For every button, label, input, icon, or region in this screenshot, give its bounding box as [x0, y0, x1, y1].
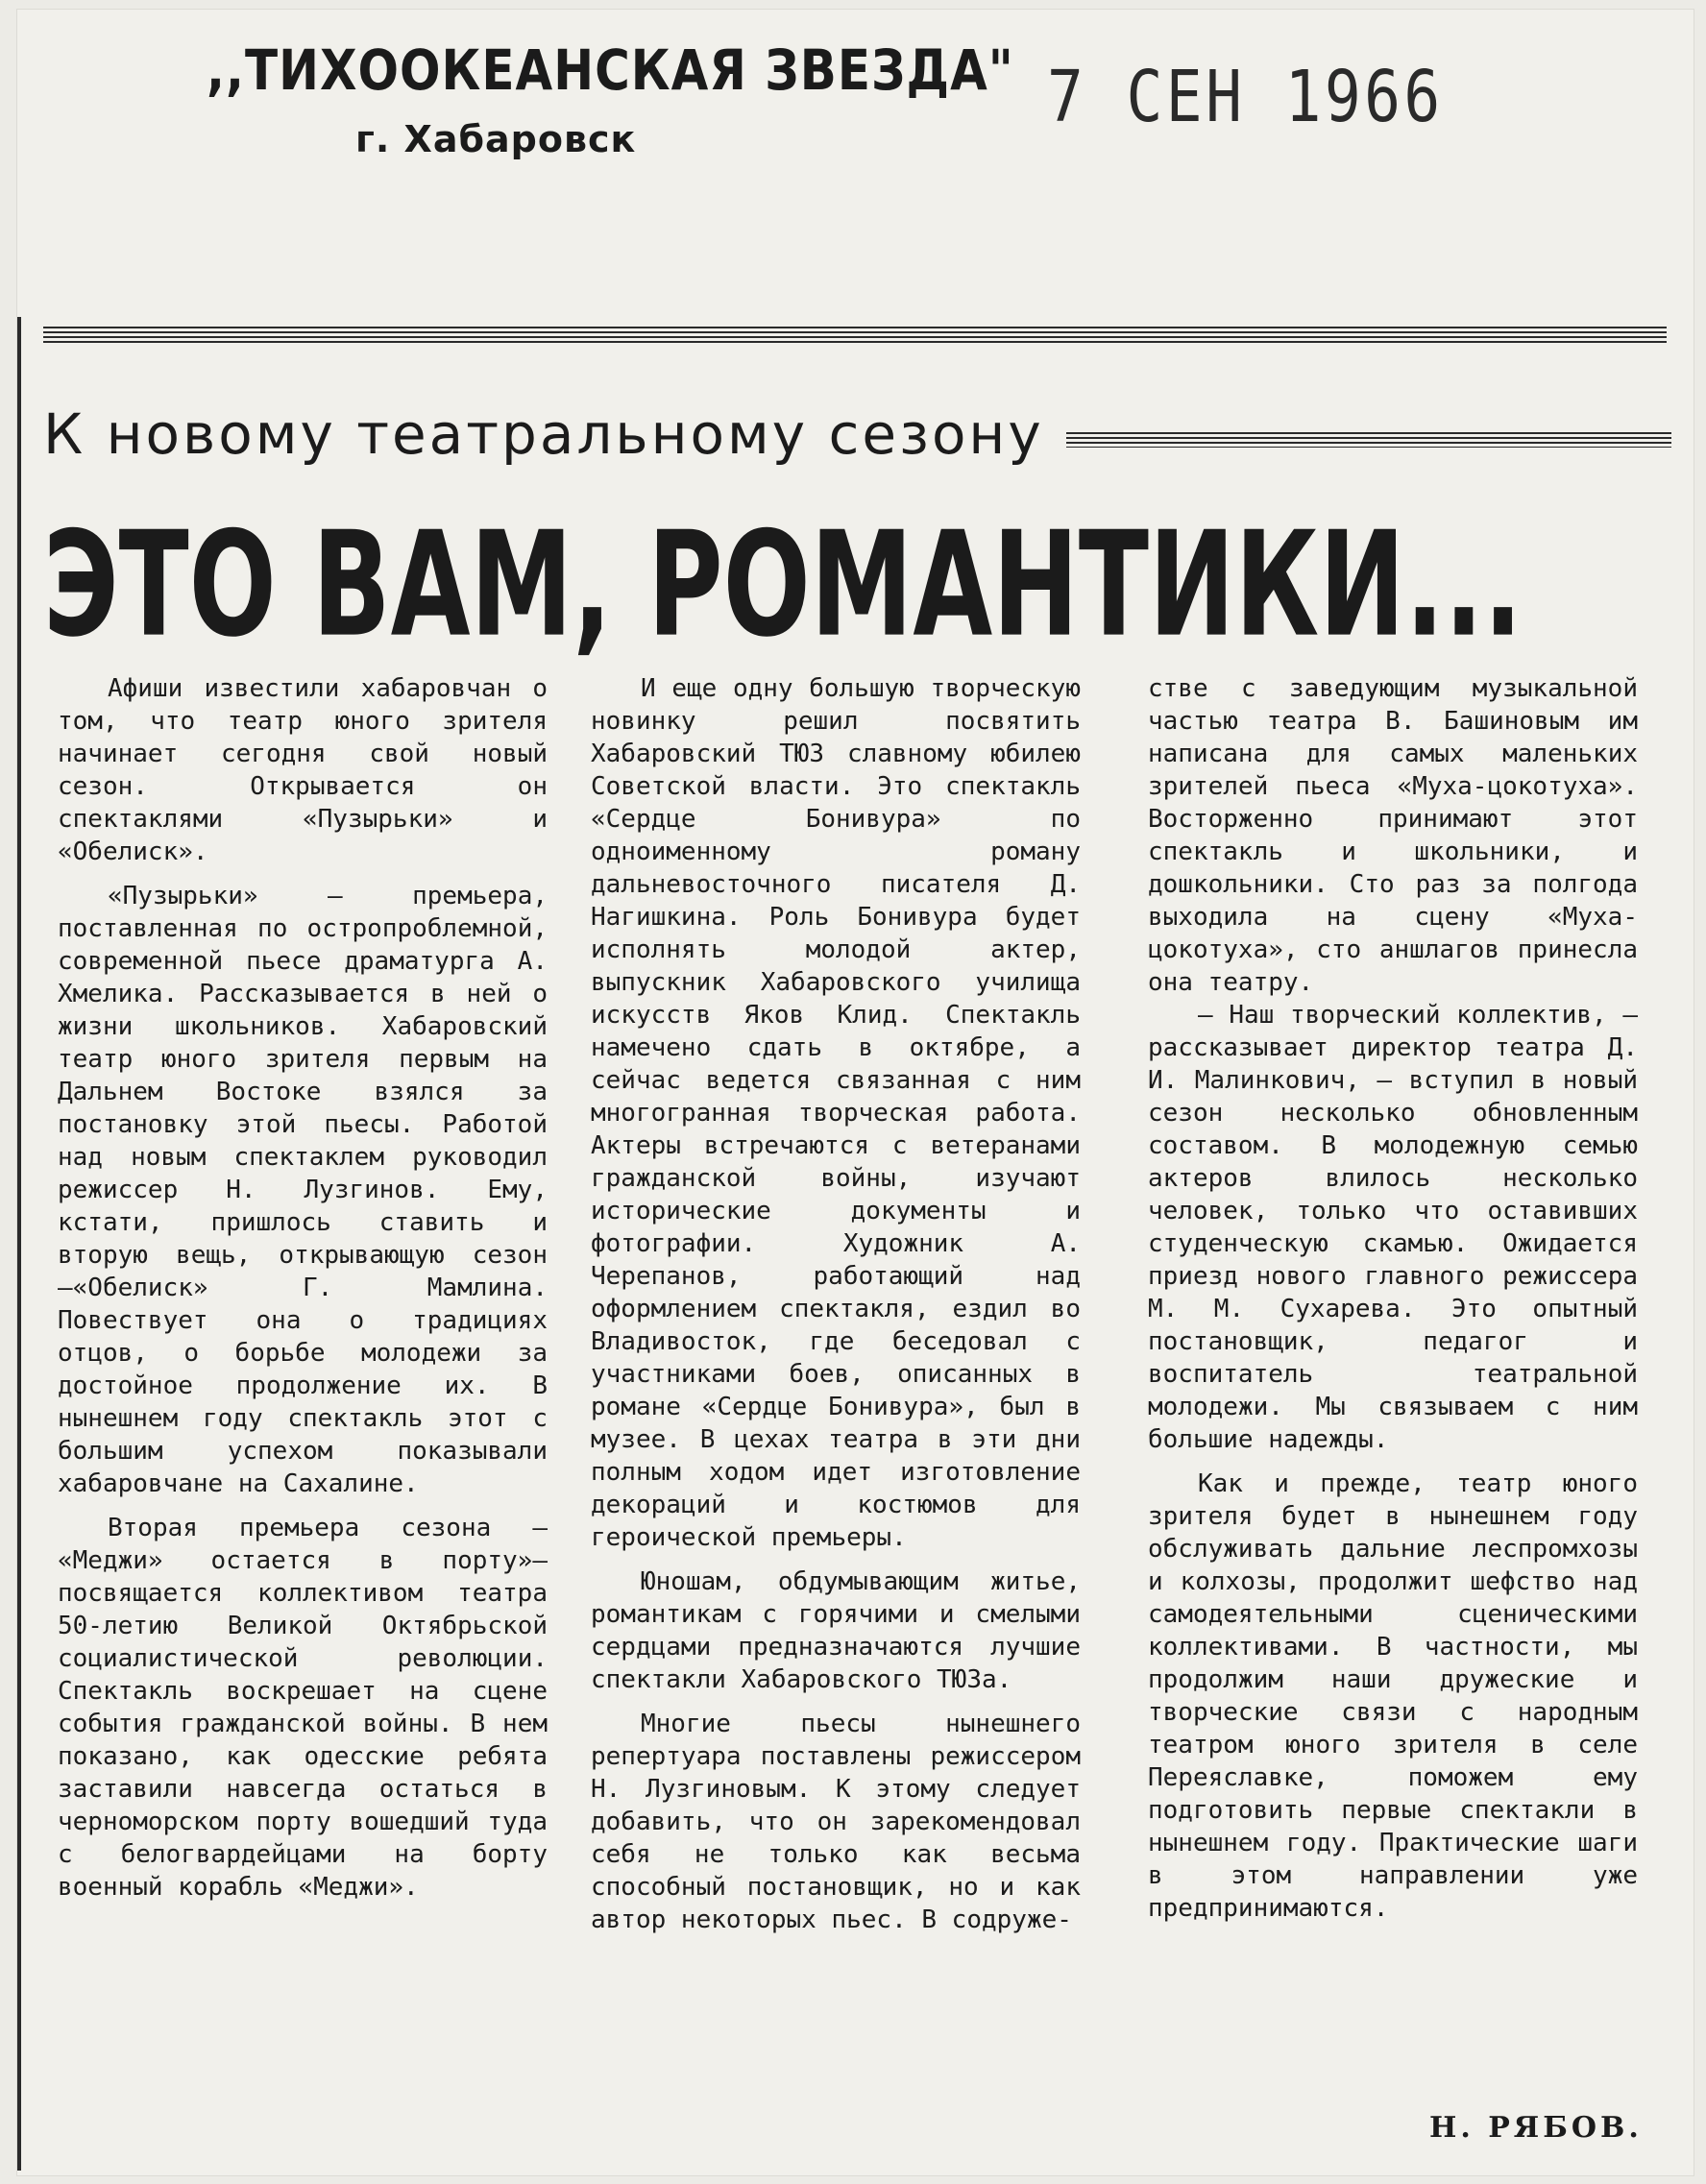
paragraph: «Пузырьки» — премьера, поставленная по остропроблемной, современной пьесе драматурга А. Хмелика. Рассказывается в ней о жизни школьников. Хабаровский театр юного зрителя первым на Дальнем Востоке взялся за постановку этой пьесы. Работой над новым спектаклем руководил режиссер Н. Лузгинов. Ему, кстати, пришлось ставить и вторую вещь, открывающую сезон—«Обелиск» Г. Мамлина. Повествует она о традициях отцов, о борьбе молодежи за достойное продолжение их. В нынешнем году спектакль этот с большим успехом показывали хабаровчане на Сахалине.	[58, 882, 548, 1498]
newspaper-city: г. Хабаровск	[355, 118, 637, 160]
paragraph: Афиши известили хабаровчан о том, что театр юного зрителя начинает сегодня свой новый сезон. Открывается он спектаклями «Пузырьки» и «Обелиск».	[58, 674, 548, 866]
top-divider-rule	[43, 327, 1667, 344]
newspaper-title: ,,ТИХООКЕАНСКАЯ ЗВЕЗДА"	[207, 38, 1014, 103]
article-column-2	[591, 672, 1081, 1948]
rubric-rule	[1066, 432, 1671, 448]
paragraph: И еще одну большую творческую новинку решил посвятить Хабаровский ТЮЗ славному юбилею Советской власти. Это спектакль «Сердце Бонивура» по одноименному роману дальневосточного писателя Д. Нагишкина. Роль Бонивура будет исполнять молодой актер, выпускник Хабаровского училища искусств Яков Клид. Спектакль намечено сдать в октябре, а сейчас ведется связанная с ним многогранная творческая работа. Актеры встречаются с ветеранами гражданской войны, изучают исторические документы и фотографии. Художник А. Черепанов, работающий над оформлением спектакля, ездил во Владивосток, где беседовал с участниками боев, описанных в романе «Сердце Бонивура», был в музее. В цехах театра в эти дни полным ходом идет изготовление декораций и костюмов для героической премьеры.	[591, 674, 1081, 1552]
paragraph: Юношам, обдумывающим житье, романтикам с горячими и смелыми сердцами предназначаются лучшие спектакли Хабаровского ТЮЗа.	[591, 1567, 1081, 1694]
headline: ЭТО ВАМ, РОМАНТИКИ...	[43, 499, 1523, 669]
paragraph: — Наш творческий коллектив, — рассказывает директор театра Д. И. Малинкович, — вступил в новый сезон несколько обновленным составом. В молодежную семью актеров влилось несколько человек, только что оставивших студенческую скамью. Ожидается приезд нового главного режиссера М. М. Сухарева. Это опытный постановщик, педагог и воспитатель театральной молодежи. Мы связываем с ним большие надежды.	[1148, 1001, 1638, 1454]
author-signature: Н. РЯБОВ.	[1429, 2111, 1643, 2145]
left-border-rule	[17, 317, 21, 2171]
paragraph: Вторая премьера сезона — «Меджи» остается в порту»— посвящается коллективом театра 50-летию Великой Октябрьской социалистической революции. Спектакль воскрешает на сцене события гражданской войны. В нем показано, как одесские ребята заставили навсегда остаться в черноморском порту вошедший туда с белогвардейцами на борту военный корабль «Меджи».	[58, 1514, 548, 1902]
paragraph: Как и прежде, театр юного зрителя будет в нынешнем году обслуживать дальние леспромхозы и колхозы, продолжит шефство над самодеятельными сценическими коллективами. В частности, мы продолжим наши дружеские и творческие связи с народным театром юного зрителя в селе Переяславке, поможем ему подготовить первые спектакли в нынешнем году. Практические шаги в этом направлении уже предпринимаются.	[1148, 1469, 1638, 1923]
rubric-row	[43, 401, 1671, 469]
date-stamp: 7 СЕН 1966	[1047, 56, 1444, 138]
rubric: К новому театральному сезону	[43, 401, 1044, 467]
paragraph: Многие пьесы нынешнего репертуара поставлены режиссером Н. Лузгиновым. К этому следует добавить, что он зарекомендовал себя не только как весьма способный постановщик, но и как автор некоторых пьес. В содруже-	[591, 1710, 1081, 1934]
paragraph: стве с заведующим музыкальной частью театра В. Башиновым им написана для самых маленьких зрителей пьеса «Муха-цокотуха». Восторженно принимают этот спектакль и школьники, и дошкольники. Сто раз за полгода выходила на сцену «Муха-цокотуха», сто аншлагов принесла она театру.	[1148, 674, 1638, 997]
article-column-3	[1148, 672, 1638, 1936]
article-column-1	[58, 672, 548, 1915]
